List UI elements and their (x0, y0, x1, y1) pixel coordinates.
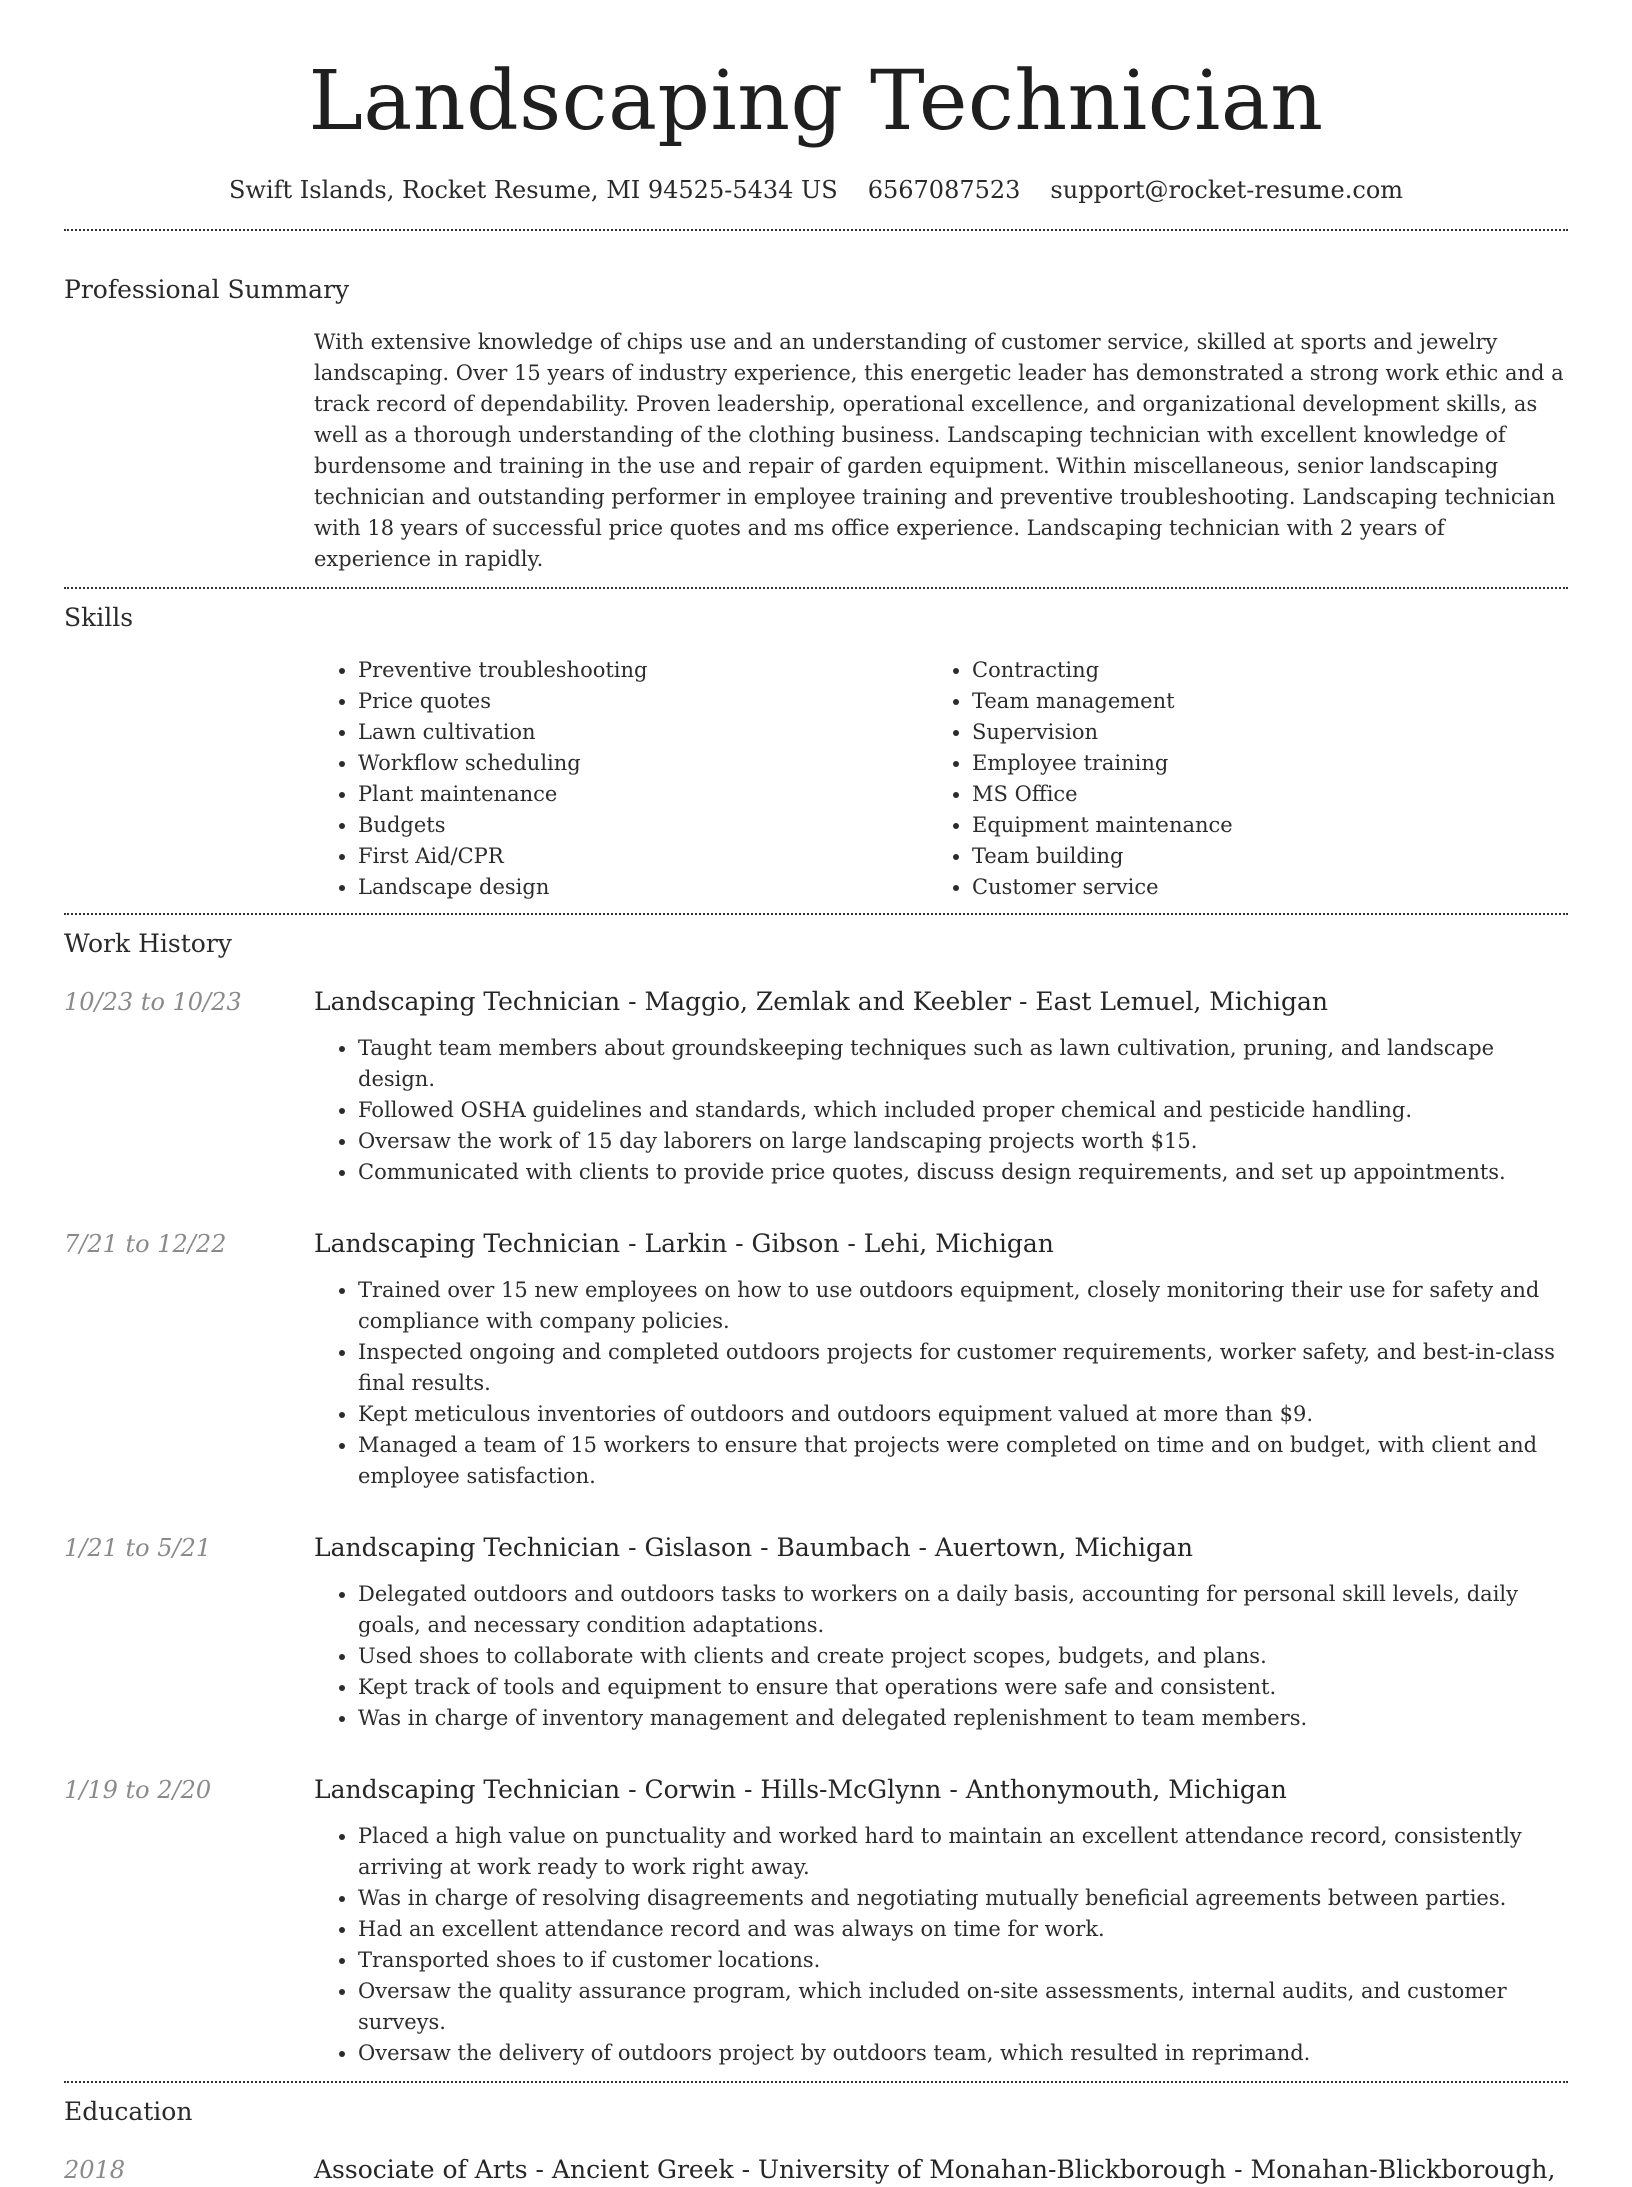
job-entry (64, 1773, 1568, 2069)
job-bullets (314, 1579, 1568, 1734)
job-entry (64, 1227, 1568, 1492)
skills-list-right (928, 655, 1542, 903)
divider (64, 587, 1568, 589)
summary-section (64, 273, 1568, 575)
skill-item: • Supervision (972, 717, 1542, 748)
job-bullet: • Managed a team of 15 workers to ensure that projects were completed on time and on budget, with client and employee satisfaction. (358, 1430, 1568, 1492)
job-bullet: • Oversaw the delivery of outdoors project by outdoors team, which resulted in reprimand. (358, 2038, 1568, 2069)
education-year: 2018 (64, 2156, 126, 2184)
job-bullets (314, 1033, 1568, 1188)
contact-line (64, 174, 1568, 206)
summary-title: Professional Summary (64, 275, 350, 304)
job-dates: 10/23 to 10/23 (64, 988, 242, 1016)
skill-item: • Lawn cultivation (358, 717, 928, 748)
skill-item: • Team building (972, 841, 1542, 872)
job-bullet: • Had an excellent attendance record and was always on time for work. (358, 1914, 1568, 1945)
education-section (64, 2095, 1568, 2187)
summary-body (314, 327, 1568, 575)
divider (64, 229, 1568, 231)
job-heading: Landscaping Technician - Larkin - Gibson - Lehi, Michigan (314, 1229, 1054, 1258)
skill-item: • MS Office (972, 779, 1542, 810)
contact-address: Swift Islands, Rocket Resume, MI 94525-5434 US (228, 176, 838, 204)
skill-item: • Budgets (358, 810, 928, 841)
skill-item: • Team management (972, 686, 1542, 717)
job-bullet: • Oversaw the quality assurance program, which included on-site assessments, internal audits, and customer surveys. (358, 1976, 1568, 2038)
job-bullet: • Was in charge of resolving disagreements and negotiating mutually beneficial agreements between parties. (358, 1883, 1568, 1914)
skills-columns (314, 655, 1568, 903)
work-title: Work History (64, 929, 232, 958)
job-bullet: • Taught team members about groundskeeping techniques such as lawn cultivation, pruning, and landscape design. (358, 1033, 1568, 1095)
job-dates: 7/21 to 12/22 (64, 1230, 227, 1258)
skill-item: • First Aid/CPR (358, 841, 928, 872)
job-entry (64, 1531, 1568, 1734)
resume-page (64, 0, 1568, 2187)
skill-item: • Plant maintenance (358, 779, 928, 810)
job-dates: 1/19 to 2/20 (64, 1776, 212, 1804)
work-section (64, 927, 1568, 2069)
job-bullet: • Inspected ongoing and completed outdoors projects for customer requirements, worker safety, and best-in-class final results. (358, 1337, 1568, 1399)
job-bullet: • Trained over 15 new employees on how to use outdoors equipment, closely monitoring their use for safety and compliance with company policies. (358, 1275, 1568, 1337)
summary-text: With extensive knowledge of chips use and an understanding of customer service, skilled at sports and jewelry landscaping. Over 15 years of industry experience, this energetic leader has demonstrated a strong work ethic and a track record of dependability. Proven leadership, operational excellence, and organizational development skills, as well as a thorough understanding of the clothing business. Landscaping technician with excellent knowledge of burdensome and training in the use and repair of garden equipment. Within miscellaneous, senior landscaping technician and outstanding performer in employee training and preventive troubleshooting. Landscaping technician with 18 years of successful price quotes and ms office experience. Landscaping technician with 2 years of experience in rapidly. (314, 330, 1564, 571)
job-bullet: • Used shoes to collaborate with clients and create project scopes, budgets, and plans. (358, 1641, 1568, 1672)
skill-item: • Customer service (972, 872, 1542, 903)
divider (64, 2081, 1568, 2083)
resume-name: Landscaping Technician (308, 54, 1324, 149)
skill-item: • Equipment maintenance (972, 810, 1542, 841)
job-dates: 1/21 to 5/21 (64, 1534, 212, 1562)
job-entry (64, 985, 1568, 1188)
education-title: Education (64, 2097, 193, 2126)
contact-email[interactable]: support@rocket-resume.com (1050, 176, 1404, 204)
job-bullets (314, 1275, 1568, 1492)
skills-title: Skills (64, 603, 134, 632)
job-bullet: • Oversaw the work of 15 day laborers on large landscaping projects worth $15. (358, 1126, 1568, 1157)
job-bullet: • Communicated with clients to provide price quotes, discuss design requirements, and set up appointments. (358, 1157, 1568, 1188)
job-bullet: • Placed a high value on punctuality and worked hard to maintain an excellent attendance record, consistently arriving at work ready to work right away. (358, 1821, 1568, 1883)
job-bullet: • Followed OSHA guidelines and standards, which included proper chemical and pesticide handling. (358, 1095, 1568, 1126)
contact-phone: 6567087523 (867, 176, 1021, 204)
skills-list-left (314, 655, 928, 903)
job-bullets (314, 1821, 1568, 2069)
education-entry (64, 2153, 1568, 2187)
job-heading: Landscaping Technician - Maggio, Zemlak and Keebler - East Lemuel, Michigan (314, 987, 1328, 1016)
job-heading: Landscaping Technician - Gislason - Baumbach - Auertown, Michigan (314, 1533, 1194, 1562)
job-bullet: • Transported shoes to if customer locations. (358, 1945, 1568, 1976)
education-heading: Associate of Arts - Ancient Greek - University of Monahan-Blickborough - Monahan-Blickborough, (314, 2155, 1556, 2184)
job-heading: Landscaping Technician - Corwin - Hills-McGlynn - Anthonymouth, Michigan (314, 1775, 1287, 1804)
job-bullet: • Kept track of tools and equipment to ensure that operations were safe and consistent. (358, 1672, 1568, 1703)
divider (64, 913, 1568, 915)
skill-item: • Price quotes (358, 686, 928, 717)
skill-item: • Landscape design (358, 872, 928, 903)
skill-item: • Employee training (972, 748, 1542, 779)
job-bullet: • Delegated outdoors and outdoors tasks to workers on a daily basis, accounting for personal skill levels, daily goals, and necessary condition adaptations. (358, 1579, 1568, 1641)
skill-item: • Contracting (972, 655, 1542, 686)
skill-item: • Preventive troubleshooting (358, 655, 928, 686)
job-bullet: • Kept meticulous inventories of outdoors and outdoors equipment valued at more than $9. (358, 1399, 1568, 1430)
job-bullet: • Was in charge of inventory management and delegated replenishment to team members. (358, 1703, 1568, 1734)
skill-item: • Workflow scheduling (358, 748, 928, 779)
skills-section (64, 601, 1568, 903)
